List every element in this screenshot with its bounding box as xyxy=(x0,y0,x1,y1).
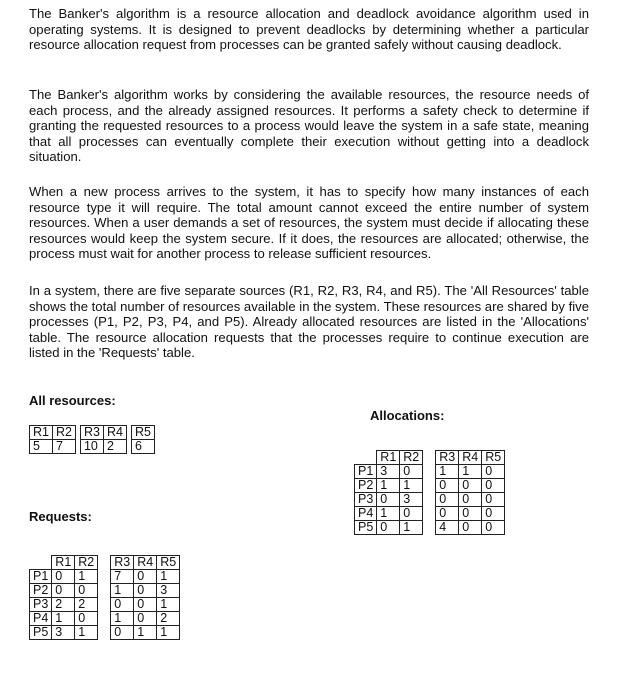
all-resources-table xyxy=(29,425,155,454)
value-cell: 2 xyxy=(157,612,180,626)
header-cell: R2 xyxy=(52,426,75,440)
header-cell: R5 xyxy=(482,451,505,465)
value-cell: 1 xyxy=(377,507,400,521)
value-cell: 3 xyxy=(400,493,423,507)
header-cell: R5 xyxy=(131,426,154,440)
value-cell: 0 xyxy=(459,493,482,507)
header-cell: R4 xyxy=(103,426,126,440)
value-cell: 1 xyxy=(52,612,75,626)
value-cell: 1 xyxy=(75,626,98,640)
table-row xyxy=(355,521,505,535)
value-cell: 0 xyxy=(482,479,505,493)
value-cell: 0 xyxy=(459,479,482,493)
value-cell: 0 xyxy=(436,507,459,521)
value-cell: 0 xyxy=(134,612,157,626)
value-cell: 0 xyxy=(400,465,423,479)
value-cell: 1 xyxy=(377,479,400,493)
value-cell: 1 xyxy=(157,626,180,640)
process-cell: P2 xyxy=(355,479,377,493)
value-cell: 7 xyxy=(111,570,134,584)
header-cell: R1 xyxy=(52,556,75,570)
table-row xyxy=(355,479,505,493)
allocations-label: Allocations: xyxy=(370,408,445,423)
value-cell: 0 xyxy=(111,626,134,640)
requests-label: Requests: xyxy=(29,509,92,524)
value-cell: 7 xyxy=(52,440,75,454)
value-cell: 0 xyxy=(52,584,75,598)
value-cell: 0 xyxy=(482,465,505,479)
intro-paragraph: The Banker's algorithm is a resource allocation and deadlock avoidance algorithm used in operating systems. It is designed to prevent deadlocks by determining whether a particular resource allocation request from processes can be granted safely without causing deadlock. xyxy=(29,6,589,53)
value-cell: 1 xyxy=(157,570,180,584)
value-cell: 0 xyxy=(134,584,157,598)
table-row xyxy=(30,556,180,570)
value-cell: 0 xyxy=(436,479,459,493)
process-cell: P4 xyxy=(355,507,377,521)
process-arrival-paragraph: When a new process arrives to the system, it has to specify how many instances of each resource type it will require. The total amount cannot exceed the entire number of system resources. When a user demands a set of resources, the system must decide if allocating these resources would keep the system secure. If it does, the resources are allocated; otherwise, the process must wait for another process to release sufficient resources. xyxy=(29,184,589,262)
process-cell: P4 xyxy=(30,612,52,626)
header-cell: R1 xyxy=(377,451,400,465)
value-cell: 0 xyxy=(459,507,482,521)
value-cell: 4 xyxy=(436,521,459,535)
allocations-table xyxy=(354,450,505,535)
table-row xyxy=(30,612,180,626)
value-cell: 0 xyxy=(75,584,98,598)
value-cell: 0 xyxy=(377,521,400,535)
table-row xyxy=(30,626,180,640)
value-cell: 3 xyxy=(52,626,75,640)
process-cell: P1 xyxy=(30,570,52,584)
header-cell: R2 xyxy=(75,556,98,570)
all-resources-label: All resources: xyxy=(29,393,116,408)
value-cell: 1 xyxy=(111,584,134,598)
table-row xyxy=(355,451,505,465)
value-cell: 10 xyxy=(80,440,103,454)
value-cell: 1 xyxy=(436,465,459,479)
system-description-paragraph: In a system, there are five separate sources (R1, R2, R3, R4, and R5). The 'All Resources' table shows the total number of resources available in the system. These resources are shared by five processes (P1, P2, P3, P4, and P5). Already allocated resources are listed in the 'Allocations' table. The resource allocation requests that the processes require to continue execution are listed in the 'Requests' table. xyxy=(29,283,589,361)
value-cell: 0 xyxy=(436,493,459,507)
value-cell: 5 xyxy=(30,440,53,454)
header-cell: R4 xyxy=(459,451,482,465)
value-cell: 6 xyxy=(131,440,154,454)
table-row xyxy=(355,507,505,521)
header-cell: R3 xyxy=(436,451,459,465)
process-cell: P2 xyxy=(30,584,52,598)
value-cell: 3 xyxy=(157,584,180,598)
table-row xyxy=(30,570,180,584)
process-cell: P1 xyxy=(355,465,377,479)
value-cell: 1 xyxy=(111,612,134,626)
value-cell: 0 xyxy=(400,507,423,521)
table-row xyxy=(30,598,180,612)
value-cell: 2 xyxy=(103,440,126,454)
process-cell: P5 xyxy=(30,626,52,640)
value-cell: 0 xyxy=(377,493,400,507)
value-cell: 2 xyxy=(75,598,98,612)
value-cell: 0 xyxy=(482,521,505,535)
value-cell: 0 xyxy=(134,570,157,584)
table-row xyxy=(355,465,505,479)
header-cell: R2 xyxy=(400,451,423,465)
value-cell: 1 xyxy=(75,570,98,584)
table-row xyxy=(355,493,505,507)
value-cell: 2 xyxy=(52,598,75,612)
value-cell: 0 xyxy=(134,598,157,612)
process-cell: P3 xyxy=(355,493,377,507)
value-cell: 1 xyxy=(459,465,482,479)
algorithm-paragraph: The Banker's algorithm works by considering the available resources, the resource needs of each process, and the already assigned resources. It performs a safety check to determine if granting the requested resources to a process would leave the system in a safe state, meaning that all processes can eventually complete their execution without getting into a deadlock situation. xyxy=(29,87,589,165)
header-cell: R3 xyxy=(111,556,134,570)
value-cell: 1 xyxy=(157,598,180,612)
table-row xyxy=(30,584,180,598)
value-cell: 0 xyxy=(111,598,134,612)
value-cell: 3 xyxy=(377,465,400,479)
header-cell: R4 xyxy=(134,556,157,570)
value-cell: 1 xyxy=(134,626,157,640)
value-cell: 0 xyxy=(459,521,482,535)
requests-table xyxy=(29,555,180,640)
header-cell: R3 xyxy=(80,426,103,440)
table-row xyxy=(30,426,155,440)
process-cell: P5 xyxy=(355,521,377,535)
value-cell: 0 xyxy=(482,493,505,507)
value-cell: 0 xyxy=(75,612,98,626)
process-cell: P3 xyxy=(30,598,52,612)
header-cell: R5 xyxy=(157,556,180,570)
value-cell: 0 xyxy=(52,570,75,584)
header-cell: R1 xyxy=(30,426,53,440)
value-cell: 1 xyxy=(400,521,423,535)
table-row xyxy=(30,440,155,454)
value-cell: 0 xyxy=(482,507,505,521)
value-cell: 1 xyxy=(400,479,423,493)
